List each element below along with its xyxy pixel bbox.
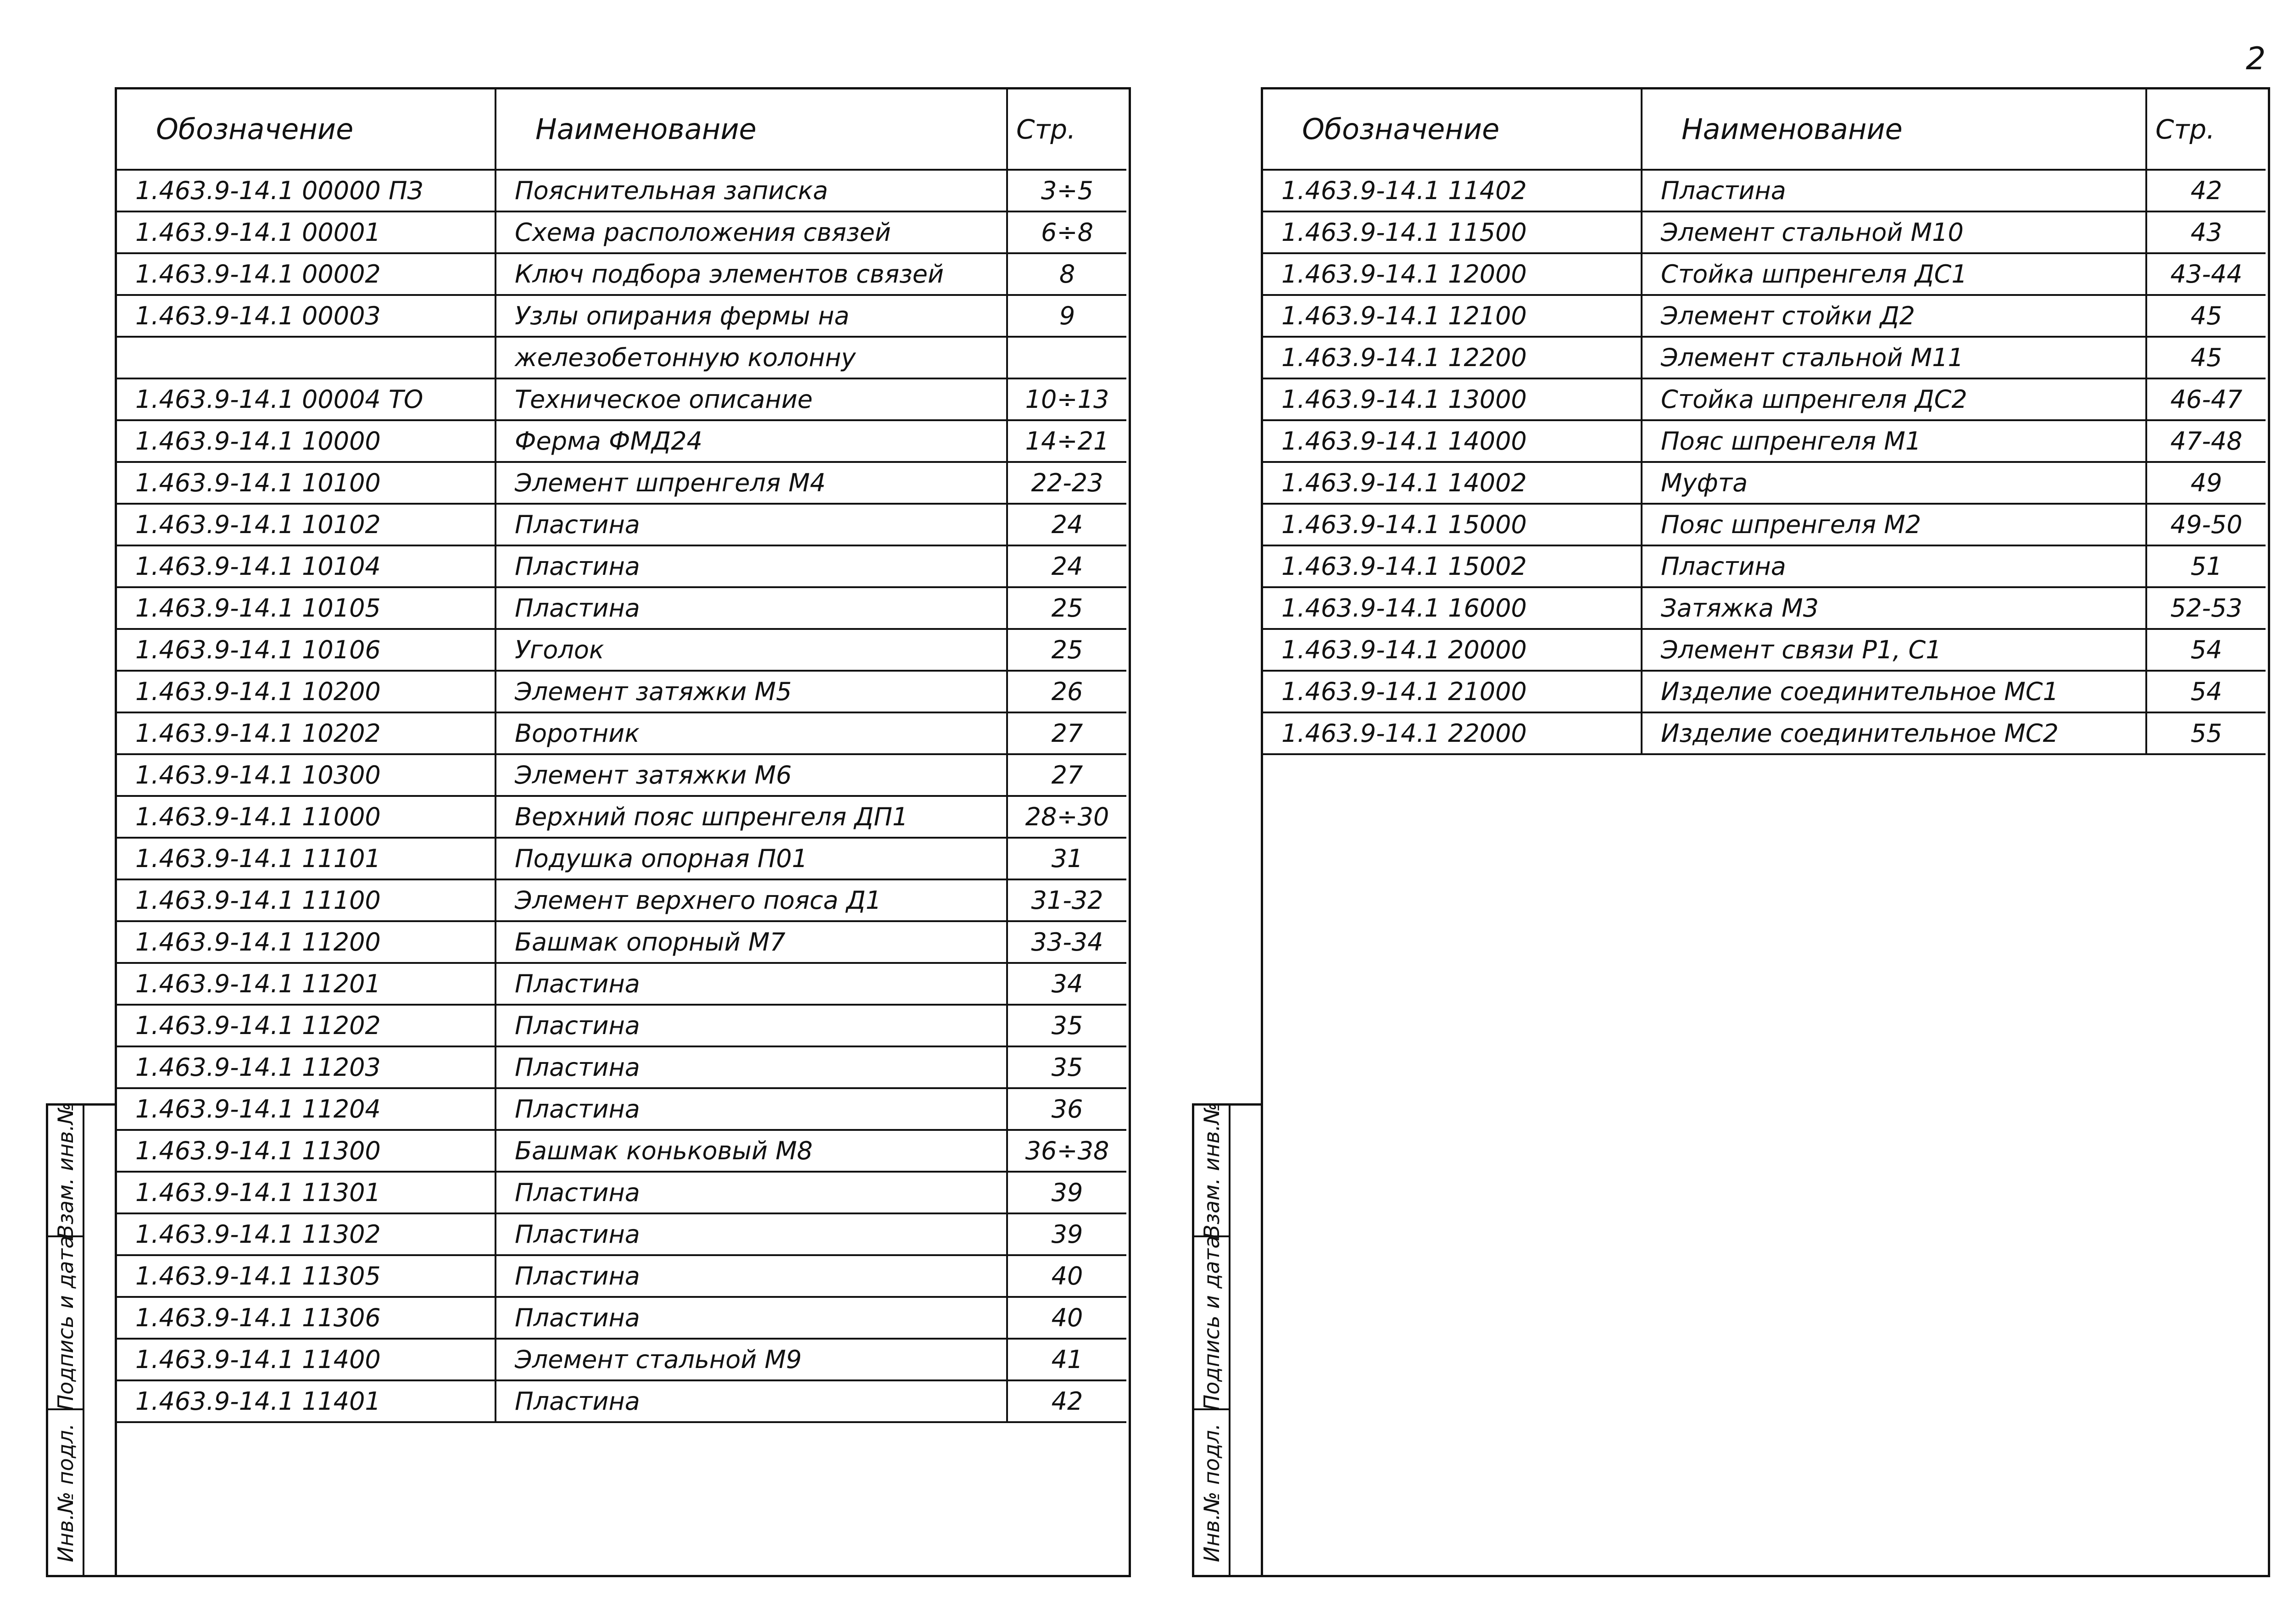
cell-name: Башмак коньковый М8	[496, 1130, 1007, 1172]
cell-designation: 1.463.9-14.1 11500	[1263, 211, 1642, 253]
cell-page: 9	[1007, 295, 1126, 337]
contents-table-right-body	[1263, 170, 2266, 754]
cell-designation: 1.463.9-14.1 10100	[117, 462, 496, 504]
table-row	[117, 1297, 1126, 1339]
cell-name: Элемент затяжки М6	[496, 754, 1007, 796]
cell-name: Схема расположения связей	[496, 211, 1007, 253]
cell-name: Пластина	[1642, 170, 2146, 211]
cell-designation: 1.463.9-14.1 11400	[117, 1339, 496, 1380]
stamp-field-signature-date	[48, 1237, 83, 1410]
cell-page: 42	[1007, 1380, 1126, 1422]
table-row	[1263, 712, 2266, 754]
cell-page: 36	[1007, 1088, 1126, 1130]
contents-table-left-body	[117, 170, 1126, 1422]
cell-name: Пояснительная записка	[496, 170, 1007, 211]
cell-designation: 1.463.9-14.1 11401	[117, 1380, 496, 1422]
contents-table-left	[117, 89, 1126, 1423]
cell-name: Стойка шпренгеля ДС2	[1642, 378, 2146, 420]
header-designation: Обозначение	[117, 89, 496, 170]
table-row	[1263, 337, 2266, 378]
cell-name: Пластина	[496, 587, 1007, 629]
cell-designation: 1.463.9-14.1 14000	[1263, 420, 1642, 462]
table-row	[1263, 671, 2266, 712]
cell-designation: 1.463.9-14.1 14002	[1263, 462, 1642, 504]
cell-name: Изделие соединительное МС1	[1642, 671, 2146, 712]
cell-designation: 1.463.9-14.1 11300	[117, 1130, 496, 1172]
table-row	[117, 1339, 1126, 1380]
cell-page: 35	[1007, 1005, 1126, 1046]
cell-page: 6÷8	[1007, 211, 1126, 253]
cell-designation: 1.463.9-14.1 00000 ПЗ	[117, 170, 496, 211]
cell-page: 45	[2146, 295, 2266, 337]
cell-designation: 1.463.9-14.1 11301	[117, 1172, 496, 1213]
cell-designation: 1.463.9-14.1 11306	[117, 1297, 496, 1339]
cell-designation: 1.463.9-14.1 11202	[117, 1005, 496, 1046]
cell-name: Пояс шпренгеля М1	[1642, 420, 2146, 462]
cell-name: Техническое описание	[496, 378, 1007, 420]
cell-designation: 1.463.9-14.1 11203	[117, 1046, 496, 1088]
cell-name: Элемент стальной М11	[1642, 337, 2146, 378]
cell-designation: 1.463.9-14.1 00003	[117, 295, 496, 337]
table-row	[1263, 253, 2266, 295]
header-page: Стр.	[2146, 89, 2266, 170]
stamp-label-replacement: Взам. инв.№	[1199, 1102, 1224, 1239]
cell-designation: 1.463.9-14.1 16000	[1263, 587, 1642, 629]
cell-designation: 1.463.9-14.1 10300	[117, 754, 496, 796]
cell-page: 31-32	[1007, 879, 1126, 921]
table-row	[117, 211, 1126, 253]
approval-stamp-left	[46, 1103, 117, 1577]
cell-name: Ключ подбора элементов связей	[496, 253, 1007, 295]
cell-name: Затяжка М3	[1642, 587, 2146, 629]
cell-page: 49	[2146, 462, 2266, 504]
table-row	[117, 879, 1126, 921]
table-row	[117, 462, 1126, 504]
table-row	[117, 921, 1126, 963]
table-row	[117, 1130, 1126, 1172]
cell-designation: 1.463.9-14.1 10105	[117, 587, 496, 629]
table-row	[117, 1046, 1126, 1088]
cell-name: Пластина	[496, 1380, 1007, 1422]
cell-name: Пластина	[496, 1088, 1007, 1130]
cell-page: 14÷21	[1007, 420, 1126, 462]
stamp-field-signature-date	[1194, 1237, 1229, 1410]
cell-designation: 1.463.9-14.1 11201	[117, 963, 496, 1005]
cell-name: Пластина	[496, 545, 1007, 587]
cell-page: 25	[1007, 587, 1126, 629]
table-row	[117, 545, 1126, 587]
table-row	[117, 963, 1126, 1005]
header-name: Наименование	[1642, 89, 2146, 170]
cell-designation: 1.463.9-14.1 10106	[117, 629, 496, 671]
table-row	[117, 337, 1126, 378]
cell-name: Элемент шпренгеля М4	[496, 462, 1007, 504]
cell-designation: 1.463.9-14.1 13000	[1263, 378, 1642, 420]
cell-page: 43	[2146, 211, 2266, 253]
cell-designation: 1.463.9-14.1 00002	[117, 253, 496, 295]
cell-page: 34	[1007, 963, 1126, 1005]
contents-sheet-left	[115, 87, 1131, 1577]
cell-name: Пластина	[496, 1213, 1007, 1255]
cell-page: 35	[1007, 1046, 1126, 1088]
stamp-label-replacement: Взам. инв.№	[53, 1102, 78, 1239]
table-row	[117, 671, 1126, 712]
cell-page: 54	[2146, 671, 2266, 712]
table-row	[117, 1255, 1126, 1297]
cell-designation: 1.463.9-14.1 11302	[117, 1213, 496, 1255]
table-row	[117, 378, 1126, 420]
header-page: Стр.	[1007, 89, 1126, 170]
contents-table-right	[1263, 89, 2266, 755]
cell-name: Пластина	[496, 1255, 1007, 1297]
table-row	[117, 420, 1126, 462]
cell-name: Пластина	[1642, 545, 2146, 587]
table-row	[117, 629, 1126, 671]
table-row	[117, 504, 1126, 545]
cell-name: Узлы опирания фермы на	[496, 295, 1007, 337]
cell-designation: 1.463.9-14.1 11305	[117, 1255, 496, 1297]
cell-name: Муфта	[1642, 462, 2146, 504]
cell-page: 8	[1007, 253, 1126, 295]
stamp-divider	[83, 1106, 84, 1575]
table-row	[117, 253, 1126, 295]
cell-name: Элемент затяжки М5	[496, 671, 1007, 712]
cell-name: Элемент стойки Д2	[1642, 295, 2146, 337]
table-row	[1263, 504, 2266, 545]
table-row	[117, 712, 1126, 754]
cell-page: 41	[1007, 1339, 1126, 1380]
cell-designation: 1.463.9-14.1 00004 ТО	[117, 378, 496, 420]
cell-page: 51	[2146, 545, 2266, 587]
cell-name: Уголок	[496, 629, 1007, 671]
table-row	[117, 838, 1126, 879]
cell-designation: 1.463.9-14.1 10000	[117, 420, 496, 462]
cell-designation: 1.463.9-14.1 12100	[1263, 295, 1642, 337]
approval-stamp-right	[1192, 1103, 1263, 1577]
table-row	[117, 1380, 1126, 1422]
table-row	[117, 1172, 1126, 1213]
cell-page: 46-47	[2146, 378, 2266, 420]
cell-name: Пластина	[496, 504, 1007, 545]
cell-designation: 1.463.9-14.1 00001	[117, 211, 496, 253]
cell-designation: 1.463.9-14.1 15000	[1263, 504, 1642, 545]
table-row	[1263, 295, 2266, 337]
cell-designation: 1.463.9-14.1 11101	[117, 838, 496, 879]
cell-page: 42	[2146, 170, 2266, 211]
cell-designation: 1.463.9-14.1 11200	[117, 921, 496, 963]
cell-name: Пластина	[496, 1005, 1007, 1046]
table-row	[1263, 211, 2266, 253]
cell-name: Элемент стальной М9	[496, 1339, 1007, 1380]
cell-designation: 1.463.9-14.1 11402	[1263, 170, 1642, 211]
header-designation: Обозначение	[1263, 89, 1642, 170]
cell-page: 47-48	[2146, 420, 2266, 462]
table-row	[117, 170, 1126, 211]
cell-name: Стойка шпренгеля ДС1	[1642, 253, 2146, 295]
cell-name: Пластина	[496, 1046, 1007, 1088]
cell-page: 36÷38	[1007, 1130, 1126, 1172]
stamp-label-signature-date: Подпись и дата	[1199, 1235, 1224, 1411]
table-row	[1263, 545, 2266, 587]
cell-designation: 1.463.9-14.1 11204	[117, 1088, 496, 1130]
cell-page: 40	[1007, 1255, 1126, 1297]
cell-name: Подушка опорная П01	[496, 838, 1007, 879]
cell-page: 33-34	[1007, 921, 1126, 963]
stamp-field-replacement	[1194, 1102, 1229, 1239]
cell-page: 25	[1007, 629, 1126, 671]
cell-name: Изделие соединительное МС2	[1642, 712, 2146, 754]
cell-page: 55	[2146, 712, 2266, 754]
cell-page: 45	[2146, 337, 2266, 378]
cell-page: 24	[1007, 545, 1126, 587]
cell-designation: 1.463.9-14.1 12000	[1263, 253, 1642, 295]
cell-name: Элемент верхнего пояса Д1	[496, 879, 1007, 921]
cell-designation: 1.463.9-14.1 15002	[1263, 545, 1642, 587]
cell-designation: 1.463.9-14.1 10102	[117, 504, 496, 545]
cell-name: Пластина	[496, 1297, 1007, 1339]
cell-page: 27	[1007, 754, 1126, 796]
cell-designation: 1.463.9-14.1 22000	[1263, 712, 1642, 754]
cell-name: Башмак опорный М7	[496, 921, 1007, 963]
cell-designation: 1.463.9-14.1 21000	[1263, 671, 1642, 712]
cell-name: Верхний пояс шпренгеля ДП1	[496, 796, 1007, 838]
cell-page: 22-23	[1007, 462, 1126, 504]
cell-designation: 1.463.9-14.1 11100	[117, 879, 496, 921]
stamp-field-replacement	[48, 1102, 83, 1239]
cell-page: 49-50	[2146, 504, 2266, 545]
stamp-divider	[1229, 1106, 1231, 1575]
table-row	[1263, 462, 2266, 504]
table-row	[117, 1005, 1126, 1046]
stamp-label-inventory: Инв.№ подл.	[1199, 1423, 1224, 1562]
cell-designation: 1.463.9-14.1 10200	[117, 671, 496, 712]
cell-name: Элемент связи Р1, С1	[1642, 629, 2146, 671]
table-header-row	[117, 89, 1126, 170]
table-row	[1263, 378, 2266, 420]
cell-designation	[117, 337, 496, 378]
cell-page: 31	[1007, 838, 1126, 879]
table-header-row	[1263, 89, 2266, 170]
table-row	[117, 1088, 1126, 1130]
table-row	[117, 754, 1126, 796]
table-row	[1263, 420, 2266, 462]
cell-page: 28÷30	[1007, 796, 1126, 838]
stamp-label-inventory: Инв.№ подл.	[53, 1423, 78, 1562]
cell-page: 54	[2146, 629, 2266, 671]
table-row	[117, 1213, 1126, 1255]
cell-name: Ферма ФМД24	[496, 420, 1007, 462]
stamp-field-inventory	[1194, 1410, 1229, 1575]
cell-name: Элемент стальной М10	[1642, 211, 2146, 253]
cell-page: 27	[1007, 712, 1126, 754]
cell-designation: 1.463.9-14.1 10104	[117, 545, 496, 587]
cell-designation: 1.463.9-14.1 11000	[117, 796, 496, 838]
table-row	[117, 587, 1126, 629]
cell-page: 39	[1007, 1172, 1126, 1213]
stamp-label-signature-date: Подпись и дата	[53, 1235, 78, 1411]
cell-page: 43-44	[2146, 253, 2266, 295]
table-row	[1263, 170, 2266, 211]
table-row	[1263, 587, 2266, 629]
page-number: 2	[2246, 41, 2266, 77]
cell-page: 26	[1007, 671, 1126, 712]
cell-name: Пластина	[496, 963, 1007, 1005]
cell-page: 39	[1007, 1213, 1126, 1255]
cell-page: 40	[1007, 1297, 1126, 1339]
stamp-field-inventory	[48, 1410, 83, 1575]
table-row	[1263, 629, 2266, 671]
cell-designation: 1.463.9-14.1 20000	[1263, 629, 1642, 671]
table-row	[117, 295, 1126, 337]
cell-name: Пластина	[496, 1172, 1007, 1213]
cell-page: 24	[1007, 504, 1126, 545]
cell-page: 3÷5	[1007, 170, 1126, 211]
contents-sheet-right	[1261, 87, 2270, 1577]
cell-name: железобетонную колонну	[496, 337, 1007, 378]
cell-name: Пояс шпренгеля М2	[1642, 504, 2146, 545]
cell-designation: 1.463.9-14.1 12200	[1263, 337, 1642, 378]
header-name: Наименование	[496, 89, 1007, 170]
cell-page: 52-53	[2146, 587, 2266, 629]
cell-page: 10÷13	[1007, 378, 1126, 420]
cell-name: Воротник	[496, 712, 1007, 754]
cell-designation: 1.463.9-14.1 10202	[117, 712, 496, 754]
cell-page	[1007, 337, 1126, 378]
table-row	[117, 796, 1126, 838]
